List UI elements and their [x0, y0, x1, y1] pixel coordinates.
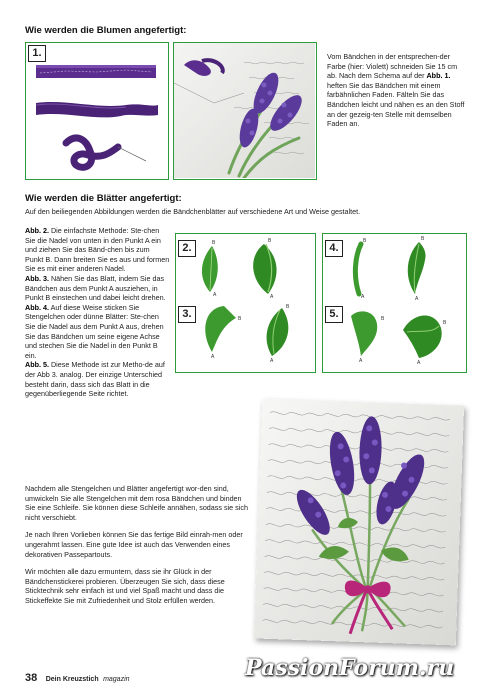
step-abb-4: Abb. 4. Auf diese Weise sticken Sie Stengelchen oder dünne Blätter: Ste-chen Sie die Nadel aus dem Punkt A aus, drehen Sie das Bändchen um seine eigene Achse und stechen Sie die Nadel in den Punkt B ein. — [25, 302, 164, 360]
point-a-label: A — [211, 354, 215, 360]
leaves-steps — [25, 226, 170, 399]
point-b-label: B — [443, 320, 447, 326]
leaves-intro: Auf den beiliegenden Abbildungen werden die Bändchenblätter auf verschiedene Art und Weise gestaltet. — [25, 207, 361, 216]
point-a-label: A — [359, 358, 363, 364]
diagram-number-5: 5. — [325, 306, 343, 323]
flowers-description: Vom Bändchen in der entsprechen-der Farbe (hier: Violett) schneiden Sie 15 cm ab. Nach dem Schema auf der Abb. 1. heften Sie das Bändchen mit einem farbähnlichen Faden. Fälteln Sie das Bändchen leicht und nähen es an den Stoff an der gezeig-ten Stelle mit demselben Faden an. — [327, 52, 465, 129]
step-abb-2: Abb. 2. Die einfachste Methode: Ste-chen Sie die Nadel von unten in den Punkt A ein und ziehen Sie das Bänd-chen bis zum Punkt B. Dann breiten Sie es aus und formen Sie es mit einer anderen Nadel. — [25, 226, 170, 274]
section-title-flowers: Wie werden die Blumen angefertigt: — [25, 25, 187, 36]
page-footer — [25, 668, 130, 686]
page-number: 38 — [25, 672, 38, 684]
point-a-label: A — [415, 296, 419, 302]
point-b-label: B — [286, 304, 290, 310]
diagram-number-4: 4. — [325, 240, 343, 257]
point-a-label: A — [361, 294, 365, 300]
point-b-label: B — [268, 238, 272, 244]
closing-paragraph: Nachdem alle Stengelchen und Blätter angefertigt wor-den sind, umwickeln Sie alle Stengelchen mit dem rosa Bändchen und binden Sie eine Schleife. Sie können diese Schleife annähen, sodass sie sich nicht verschiebt. — [25, 484, 248, 522]
magazine-suffix: magazin — [103, 676, 130, 683]
leaf-shapes-2-3 — [176, 234, 314, 371]
closing-paragraph: Wir möchten alle dazu ermuntern, dass sie ihr Glück in der Bändchenstickerei probieren. Überzeugen Sie sich, dass diese Sticktechnik sehr einfach ist und viel Spaß macht und dass die Stickeffekte Sie mit Zufriedenheit und Stolz erfüllen werden. — [25, 567, 225, 605]
step-abb-5: Abb. 5. Diese Methode ist zur Metho-de auf der Abb 3. analog. Der einzige Unterschied besteht darin, dass sich das Blatt in die gegenüberliegende Seite richtet. — [25, 360, 165, 399]
point-a-label: A — [213, 292, 217, 298]
section-title-leaves: Wie werden die Blätter angefertigt: — [25, 193, 182, 204]
point-b-label: B — [421, 236, 425, 242]
figure-1-photo — [173, 42, 317, 180]
figure-1-panel — [25, 42, 169, 180]
point-b-label: B — [363, 238, 367, 244]
ribbon-steps-illustration — [26, 43, 167, 178]
point-a-label: A — [417, 360, 421, 366]
point-b-label: B — [381, 316, 385, 322]
point-a-label: A — [270, 358, 274, 364]
lavender-bouquet-illustration — [254, 399, 464, 646]
watermark: PassionForum.ru — [245, 655, 455, 681]
point-b-label: B — [212, 240, 216, 246]
leaf-diagrams-2-3 — [175, 233, 316, 373]
lavender-embroidery-photo — [174, 43, 315, 178]
closing-paragraph: Je nach Ihren Vorlieben können Sie das fertige Bild einrah-men oder ungerahmt lassen. Eine gute Idee ist auch das Verwenden eines dekorativen Passepartouts. — [25, 530, 243, 559]
point-b-label: B — [238, 316, 242, 322]
leaf-shapes-4-5 — [323, 234, 465, 371]
step-abb-3: Abb. 3. Nähen Sie das Blatt, indem Sie das Bändchen aus dem Punkt A ausziehen, in Punkt B einstechen und dabei leicht drehen. — [25, 273, 166, 303]
closing-text — [25, 484, 253, 606]
finished-embroidery-photo — [254, 399, 464, 646]
diagram-number-2: 2. — [178, 240, 196, 257]
leaf-diagrams-4-5 — [322, 233, 467, 373]
point-a-label: A — [270, 294, 274, 300]
diagram-number-3: 3. — [178, 306, 196, 323]
figure-number: 1. — [28, 45, 46, 62]
magazine-name: Dein Kreuzstich — [45, 676, 99, 683]
